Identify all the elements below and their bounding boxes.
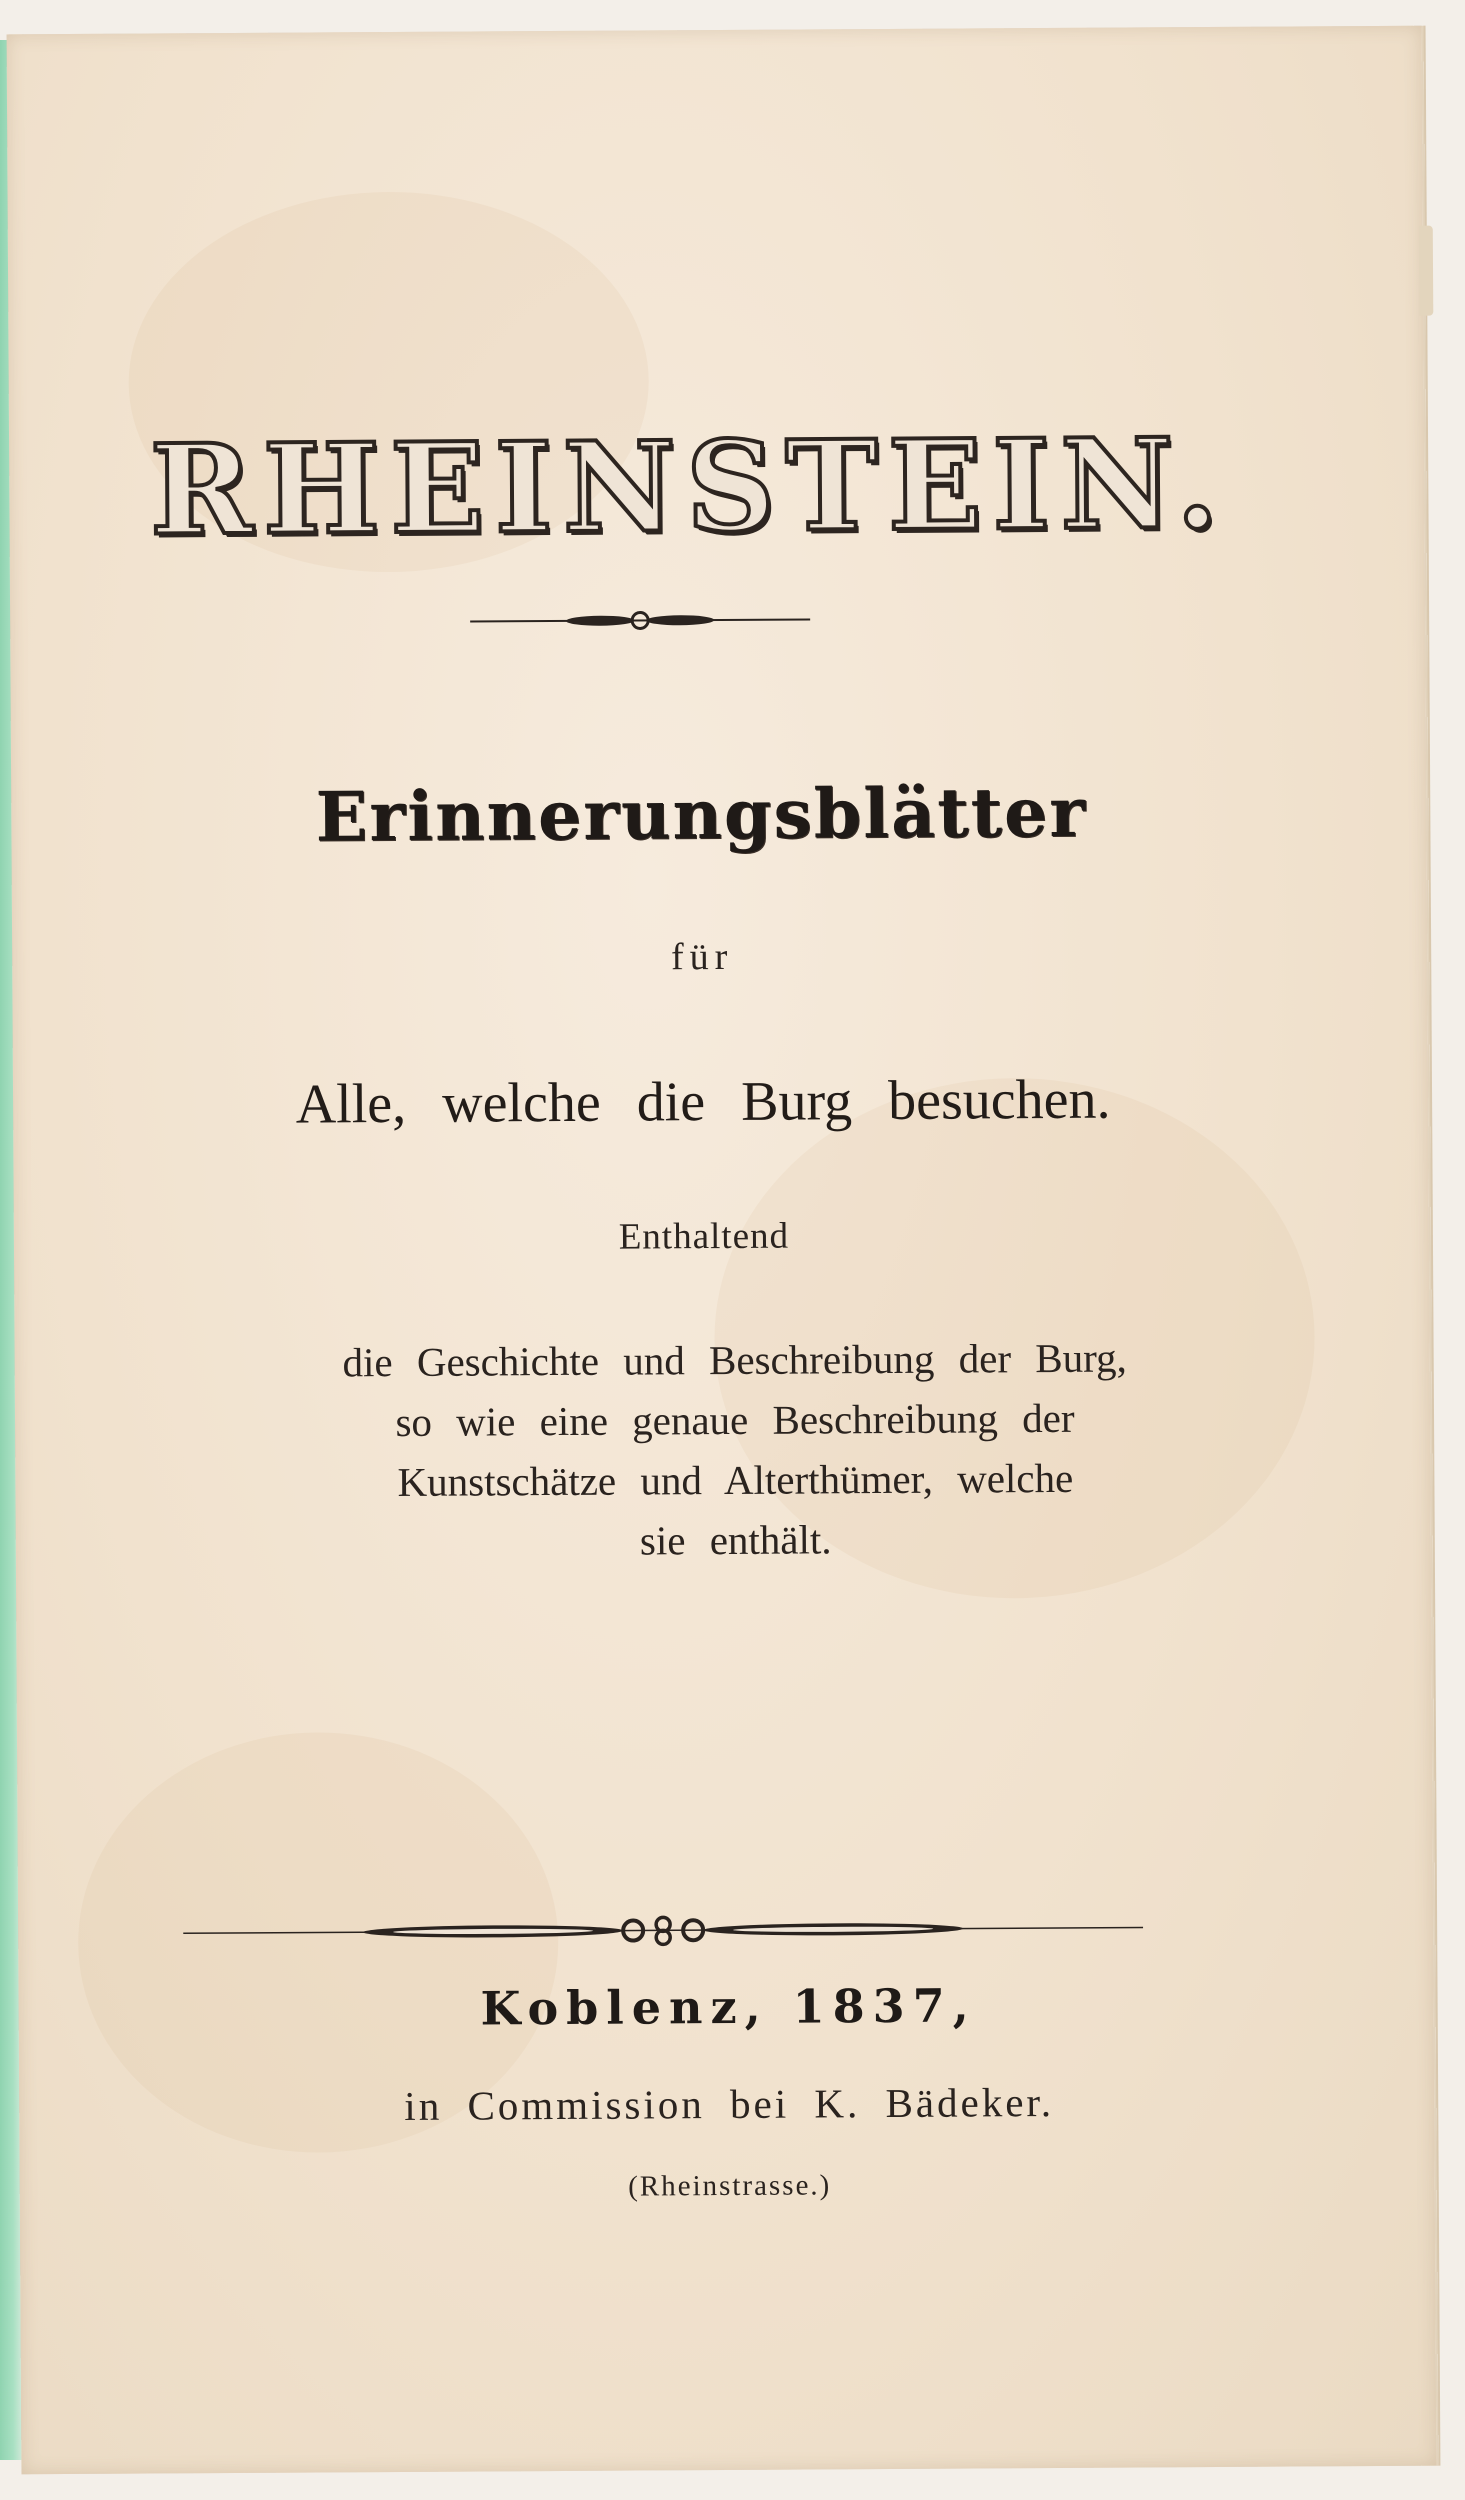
description-block [85,1326,1386,1574]
description-line: die Geschichte und Beschreibung der Burg, [342,1334,1127,1386]
imprint-rule-ornament [183,1907,1143,1953]
description-line: so wie eine genaue Beschreibung der [395,1394,1075,1446]
description-line: sie enthält. [639,1516,832,1564]
title-page [7,26,1439,2475]
place-and-year: Koblenz, 1837, [480,1978,977,2036]
description-line: Kunstschätze und Alterthümer, welche [397,1454,1074,1505]
subtitle: Erinnerungsblätter [315,772,1088,858]
preposition-fuer: für [670,935,734,979]
title-rule-ornament [450,604,830,636]
book-title: RHEINSTEIN. [149,411,1230,564]
enthaltend-label: Enthaltend [618,1215,790,1258]
publisher-line: in Commission bei K. Bädeker. [404,2078,1055,2129]
audience-line: Alle, welche die Burg besuchen. [295,1068,1111,1136]
page-tab [1419,226,1434,316]
street-line: (Rheinstrasse.) [628,2169,832,2203]
